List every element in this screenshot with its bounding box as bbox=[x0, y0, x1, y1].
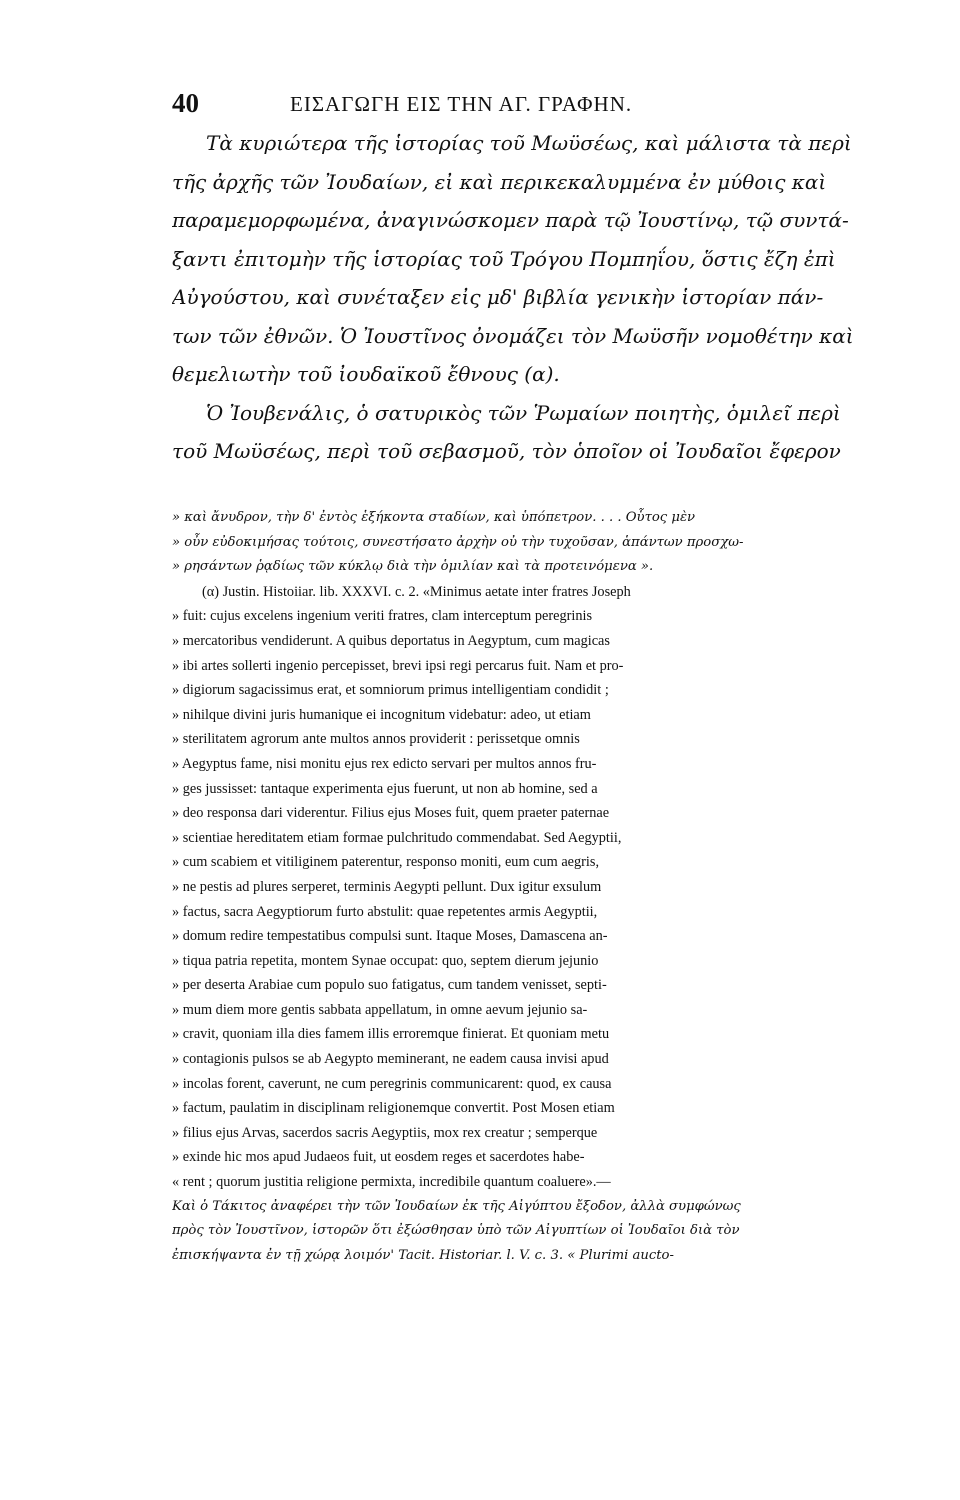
footnote-line: πρὸς τὸν Ἰουστῖνον, ἱστορῶν ὅτι ἐξώσθησαν ὑπὸ τῶν Αἰγυπτίων οἱ Ἰουδαῖοι διὰ τὸν bbox=[172, 1223, 740, 1239]
footnote-line: » οὖν εὐδοκιμήσας τούτοις, συνεστήσατο ἀρχὴν οὐ τὴν τυχοῦσαν, ἁπάντων προσχω- bbox=[172, 534, 744, 550]
footnote-line: » cravit, quoniam illa dies famem illis erroremque finierat. Et quoniam metu bbox=[172, 1026, 610, 1043]
footnotes bbox=[172, 506, 864, 1268]
footnote-line: » factum, paulatim in disciplinam religionemque convertit. Post Mosen etiam bbox=[172, 1100, 615, 1117]
footnote-line: » scientiae hereditatem etiam formae pulchritudo commendabat. Sed Aegyptii, bbox=[172, 829, 622, 846]
footnote-line: » καὶ ἄνυδρον, τὴν δ' ἐντὸς ἑξήκοντα σταδίων, καὶ ὑπόπετρον. . . . Οὗτος μὲν bbox=[172, 510, 696, 525]
footnote-line: Καὶ ὁ Τάκιτος ἀναφέρει τὴν τῶν Ἰουδαίων ἐκ τῆς Αἰγύπτου ἔξοδον, ἀλλὰ συμφώνως bbox=[172, 1198, 741, 1214]
body-text-line: των τῶν ἐθνῶν. Ὁ Ἰουστῖνος ὀνομάζει τὸν Μωϋσῆν νομοθέτην καὶ bbox=[172, 323, 854, 348]
page-header bbox=[172, 88, 862, 128]
footnote-line: » exinde hic mos apud Judaeos fuit, ut eosdem reges et sacerdotes habe- bbox=[172, 1149, 585, 1166]
footnote-line: » filius ejus Arvas, sacerdos sacris Aegyptiis, mox rex creatur ; semperque bbox=[172, 1124, 598, 1141]
footnote-line: « rent ; quorum justitia religione permixta, incredibile quantum coaluere».— bbox=[172, 1174, 611, 1191]
footnote-line: » contagionis pulsos se ab Aegypto meminerant, ne eadem causa invisi apud bbox=[172, 1051, 609, 1068]
body-text-line: ξαντι ἐπιτομὴν τῆς ἱστορίας τοῦ Τρόγου Πομπηΐου, ὅστις ἔζη ἐπὶ bbox=[172, 246, 836, 271]
footnote-line: » deo responsa dari viderentur. Filius ejus Moses fuit, quem praeter paternae bbox=[172, 805, 610, 822]
footnote-line: » per deserta Arabiae cum populo suo fatigatus, cum tandem venisset, septi- bbox=[172, 977, 607, 994]
body-text-line: παραμεμορφωμένα, ἀναγινώσκομεν παρὰ τῷ Ἰουστίνῳ, τῷ συντά- bbox=[172, 208, 849, 232]
footnote-line: » ibi artes sollerti ingenio percepisset, brevi ipsi regi percarus fuit. Nam et pro- bbox=[172, 657, 624, 674]
footnote-line: » cum scabiem et vitiliginem paterentur, responso moniti, eum cum aegris, bbox=[172, 854, 600, 871]
footnote-line: » mum diem more gentis sabbata appellatum, in omne aevum jejunio sa- bbox=[172, 1001, 588, 1018]
body-text-line: θεμελιωτὴν τοῦ ἰουδαϊκοῦ ἔθνους (α). bbox=[172, 362, 560, 386]
footnote-line: » ne pestis ad plures serperet, terminis Aegypti pellunt. Dux igitur exsulum bbox=[172, 878, 602, 895]
footnote-line: » tiqua patria repetita, montem Synae occupat: quo, septem dierum jejunio bbox=[172, 952, 599, 969]
footnote-line: » domum redire tempestatibus compulsi sunt. Itaque Moses, Damascena an- bbox=[172, 928, 608, 945]
body-text-line: Αὐγούστου, καὶ συνέταξεν εἰς μδ' βιβλία γενικὴν ἱστορίαν πάν- bbox=[172, 285, 824, 309]
footnote-line: » digiorum sagacissimus erat, et somniorum primus intelligentiam condidit ; bbox=[172, 682, 609, 699]
footnote-line: » sterilitatem agrorum ante multos annos providerit : perissetque omnis bbox=[172, 731, 580, 748]
footnote-line: ἐπισκήψαντα ἐν τῇ χώρᾳ λοιμόν' Tacit. Historiar. l. V. c. 3. « Plurimi aucto- bbox=[172, 1247, 674, 1263]
footnote-line: » incolas forent, caverunt, ne cum peregrinis communicarent: quod, ex causa bbox=[172, 1075, 612, 1092]
footnote-line: » mercatoribus vendiderunt. A quibus deportatus in Aegyptum, cum magicas bbox=[172, 632, 610, 649]
main-text bbox=[172, 124, 864, 471]
footnote-line: » fuit: cujus excelens ingenium veriti fratres, clam interceptum peregrinis bbox=[172, 608, 593, 625]
footnote-line: (α) Justin. Histoiiar. lib. XXXVI. c. 2. «Minimus aetate inter fratres Joseph bbox=[202, 583, 631, 600]
body-text-line: Ὁ Ἰουβενάλις, ὁ σατυρικὸς τῶν Ῥωμαίων ποιητὴς, ὁμιλεῖ περὶ bbox=[206, 400, 841, 425]
body-text-line: τῆς ἀρχῆς τῶν Ἰουδαίων, εἰ καὶ περικεκαλυμμένα ἐν μύθοις καὶ bbox=[172, 169, 827, 194]
page-number: 40 bbox=[172, 88, 199, 118]
footnote-line: » Aegyptus fame, nisi monitu ejus rex edicto servari per multos annos fru- bbox=[172, 755, 597, 772]
footnote-line: » factus, sacra Aegyptiorum furto abstulit: quae repetentes armis Aegyptii, bbox=[172, 903, 598, 920]
running-title: ΕΙΣΑΓΩΓΗ ΕΙΣ ΤΗΝ ΑΓ. ΓΡΑΦΗΝ. bbox=[290, 92, 633, 116]
body-text-line: τοῦ Μωϋσέως, περὶ τοῦ σεβασμοῦ, τὸν ὁποῖον οἱ Ἰουδαῖοι ἔφερον bbox=[172, 439, 841, 463]
footnote-line: » nihilque divini juris humanique ei incognitum videbatur: adeo, ut etiam bbox=[172, 706, 591, 723]
footnote-line: » ρησάντων ῥᾳδίως τῶν κύκλῳ διὰ τὴν ὁμιλίαν καὶ τὰ προτεινόμενα ». bbox=[172, 559, 654, 575]
footnote-line: » ges jussisset: tantaque experimenta ejus fuerunt, ut non ab homine, sed a bbox=[172, 780, 598, 797]
body-text-line: Τὰ κυριώτερα τῆς ἱστορίας τοῦ Μωϋσέως, καὶ μάλιστα τὰ περὶ bbox=[206, 131, 852, 155]
